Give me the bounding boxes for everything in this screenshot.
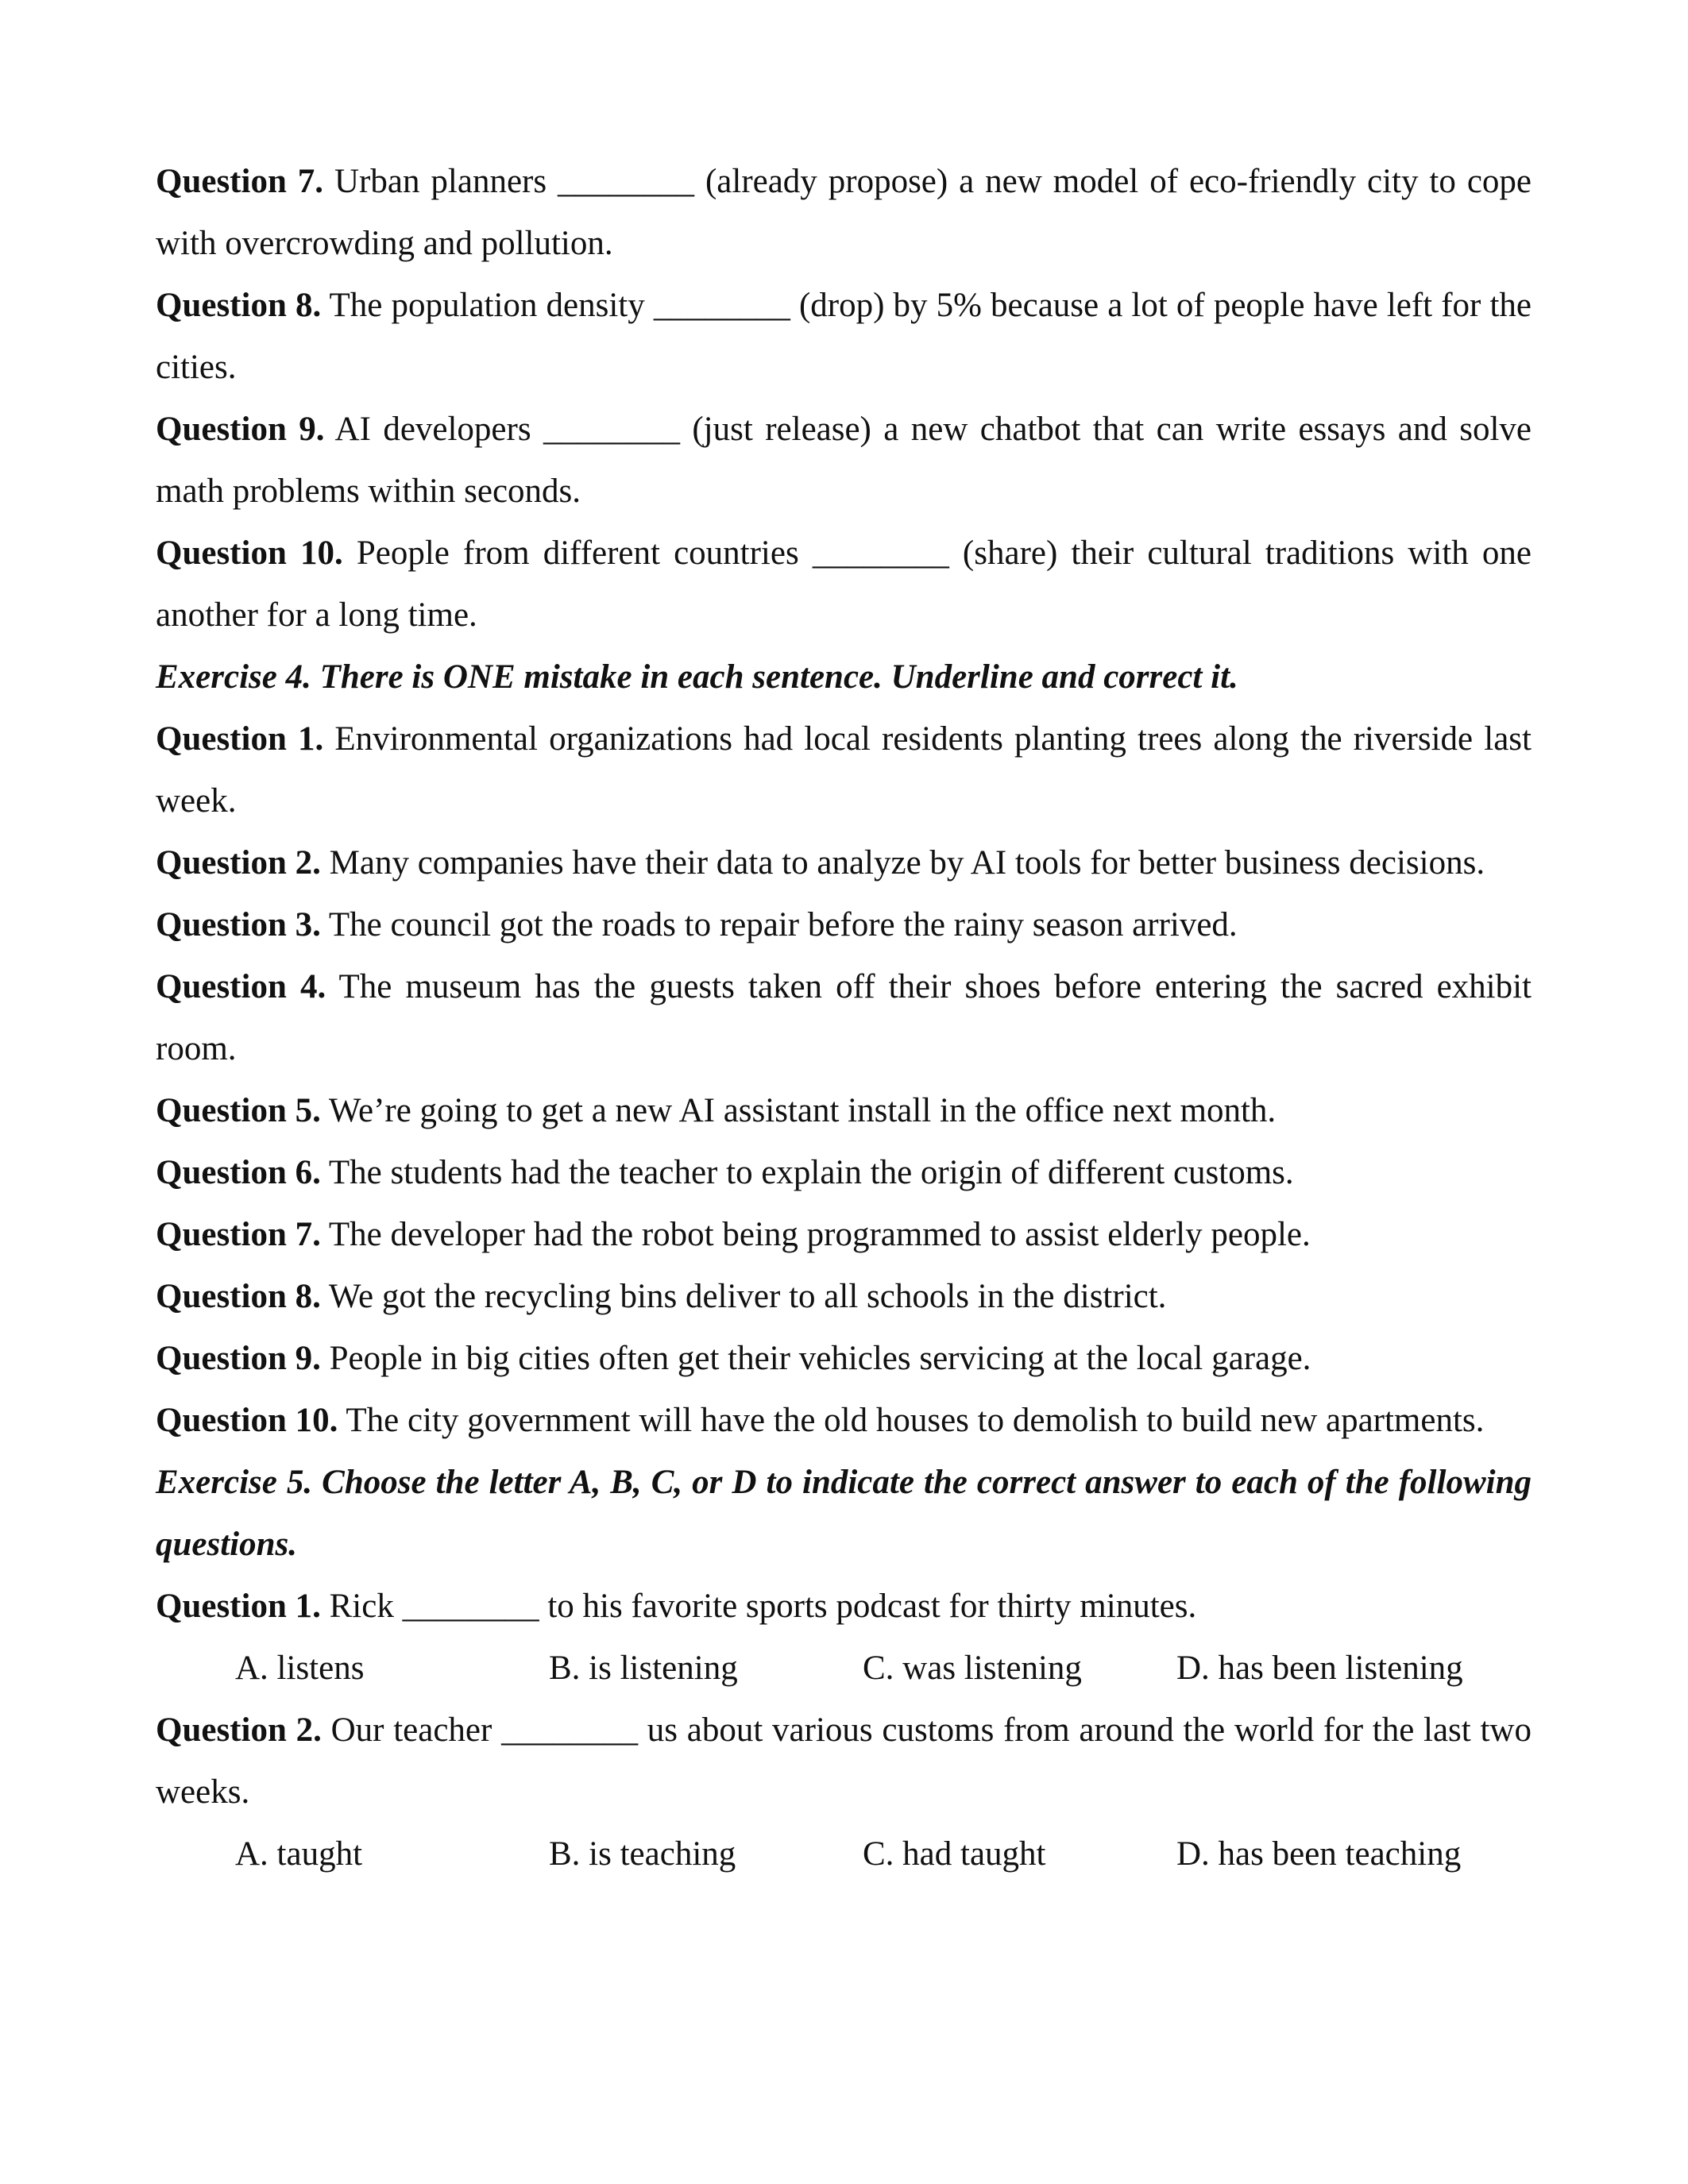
- question-item: [156, 1204, 1532, 1266]
- question-label: Question 2.: [156, 1711, 322, 1749]
- question-label: Question 3.: [156, 906, 321, 943]
- question-text: People in big cities often get their vehicles servicing at the local garage.: [320, 1340, 1311, 1377]
- question-text: Many companies have their data to analyze by AI tools for better business decisions.: [320, 844, 1485, 882]
- question-item: [156, 1576, 1532, 1638]
- worksheet-page: [156, 151, 1532, 1885]
- question-text: We’re going to get a new AI assistant install in the office next month.: [320, 1092, 1277, 1129]
- question-item: [156, 399, 1532, 523]
- question-text: The population density ________ (drop) by 5% because a lot of people have left for the cities.: [156, 287, 1532, 386]
- question-label: Question 4.: [156, 968, 326, 1005]
- question-label: Question 7.: [156, 163, 324, 200]
- question-item: [156, 151, 1532, 275]
- question-label: Question 6.: [156, 1154, 321, 1191]
- exercise-heading: Exercise 5. Choose the letter A, B, C, or D to indicate the correct answer to each of the following questions.: [156, 1464, 1532, 1563]
- option-b: B. is teaching: [549, 1835, 736, 1873]
- question-label: Question 9.: [156, 411, 325, 448]
- question-item: [156, 1080, 1532, 1142]
- answer-options: [156, 1823, 1532, 1885]
- question-item: [156, 1266, 1532, 1328]
- question-item: [156, 894, 1532, 956]
- question-label: Question 9.: [156, 1340, 321, 1377]
- question-item: [156, 275, 1532, 399]
- question-text: Urban planners ________ (already propose) a new model of eco-friendly city to cope with overcrowding and pollution.: [156, 163, 1532, 262]
- question-text: Our teacher ________ us about various customs from around the world for the last two weeks.: [156, 1711, 1532, 1811]
- option-c: C. was listening: [863, 1650, 1082, 1687]
- option-d: D. has been listening: [1176, 1650, 1463, 1687]
- question-text: The museum has the guests taken off their shoes before entering the sacred exhibit room.: [156, 968, 1532, 1067]
- question-item: [156, 1390, 1532, 1452]
- question-label: Question 8.: [156, 1278, 321, 1315]
- question-label: Question 2.: [156, 844, 321, 882]
- question-item: [156, 523, 1532, 646]
- answer-options: [156, 1638, 1532, 1700]
- question-item: [156, 1142, 1532, 1204]
- question-text: Rick ________ to his favorite sports podcast for thirty minutes.: [320, 1588, 1197, 1625]
- question-text: We got the recycling bins deliver to all schools in the district.: [320, 1278, 1167, 1315]
- option-b: B. is listening: [549, 1650, 738, 1687]
- question-label: Question 7.: [156, 1216, 321, 1253]
- question-item: [156, 832, 1532, 894]
- option-d: D. has been teaching: [1176, 1835, 1462, 1873]
- question-item: [156, 708, 1532, 832]
- option-a: A. listens: [235, 1650, 365, 1687]
- question-text: The council got the roads to repair before the rainy season arrived.: [320, 906, 1238, 943]
- question-text: The developer had the robot being programmed to assist elderly people.: [320, 1216, 1311, 1253]
- question-label: Question 8.: [156, 287, 322, 324]
- question-text: The students had the teacher to explain the origin of different customs.: [320, 1154, 1294, 1191]
- option-a: A. taught: [235, 1835, 363, 1873]
- question-item: [156, 1328, 1532, 1390]
- question-text: AI developers ________ (just release) a new chatbot that can write essays and solve math problems within seconds.: [156, 411, 1532, 510]
- question-label: Question 1.: [156, 1588, 321, 1625]
- question-text: The city government will have the old houses to demolish to build new apartments.: [338, 1402, 1485, 1439]
- question-label: Question 5.: [156, 1092, 321, 1129]
- question-label: Question 10.: [156, 534, 343, 572]
- question-label: Question 1.: [156, 720, 324, 758]
- exercise-heading: Exercise 4. There is ONE mistake in each sentence. Underline and correct it.: [156, 658, 1238, 696]
- question-item: [156, 956, 1532, 1080]
- question-text: People from different countries ________ (share) their cultural traditions with one another for a long time.: [156, 534, 1532, 634]
- question-label: Question 10.: [156, 1402, 338, 1439]
- option-c: C. had taught: [863, 1835, 1046, 1873]
- question-item: [156, 1700, 1532, 1823]
- question-text: Environmental organizations had local residents planting trees along the riverside last week.: [156, 720, 1532, 820]
